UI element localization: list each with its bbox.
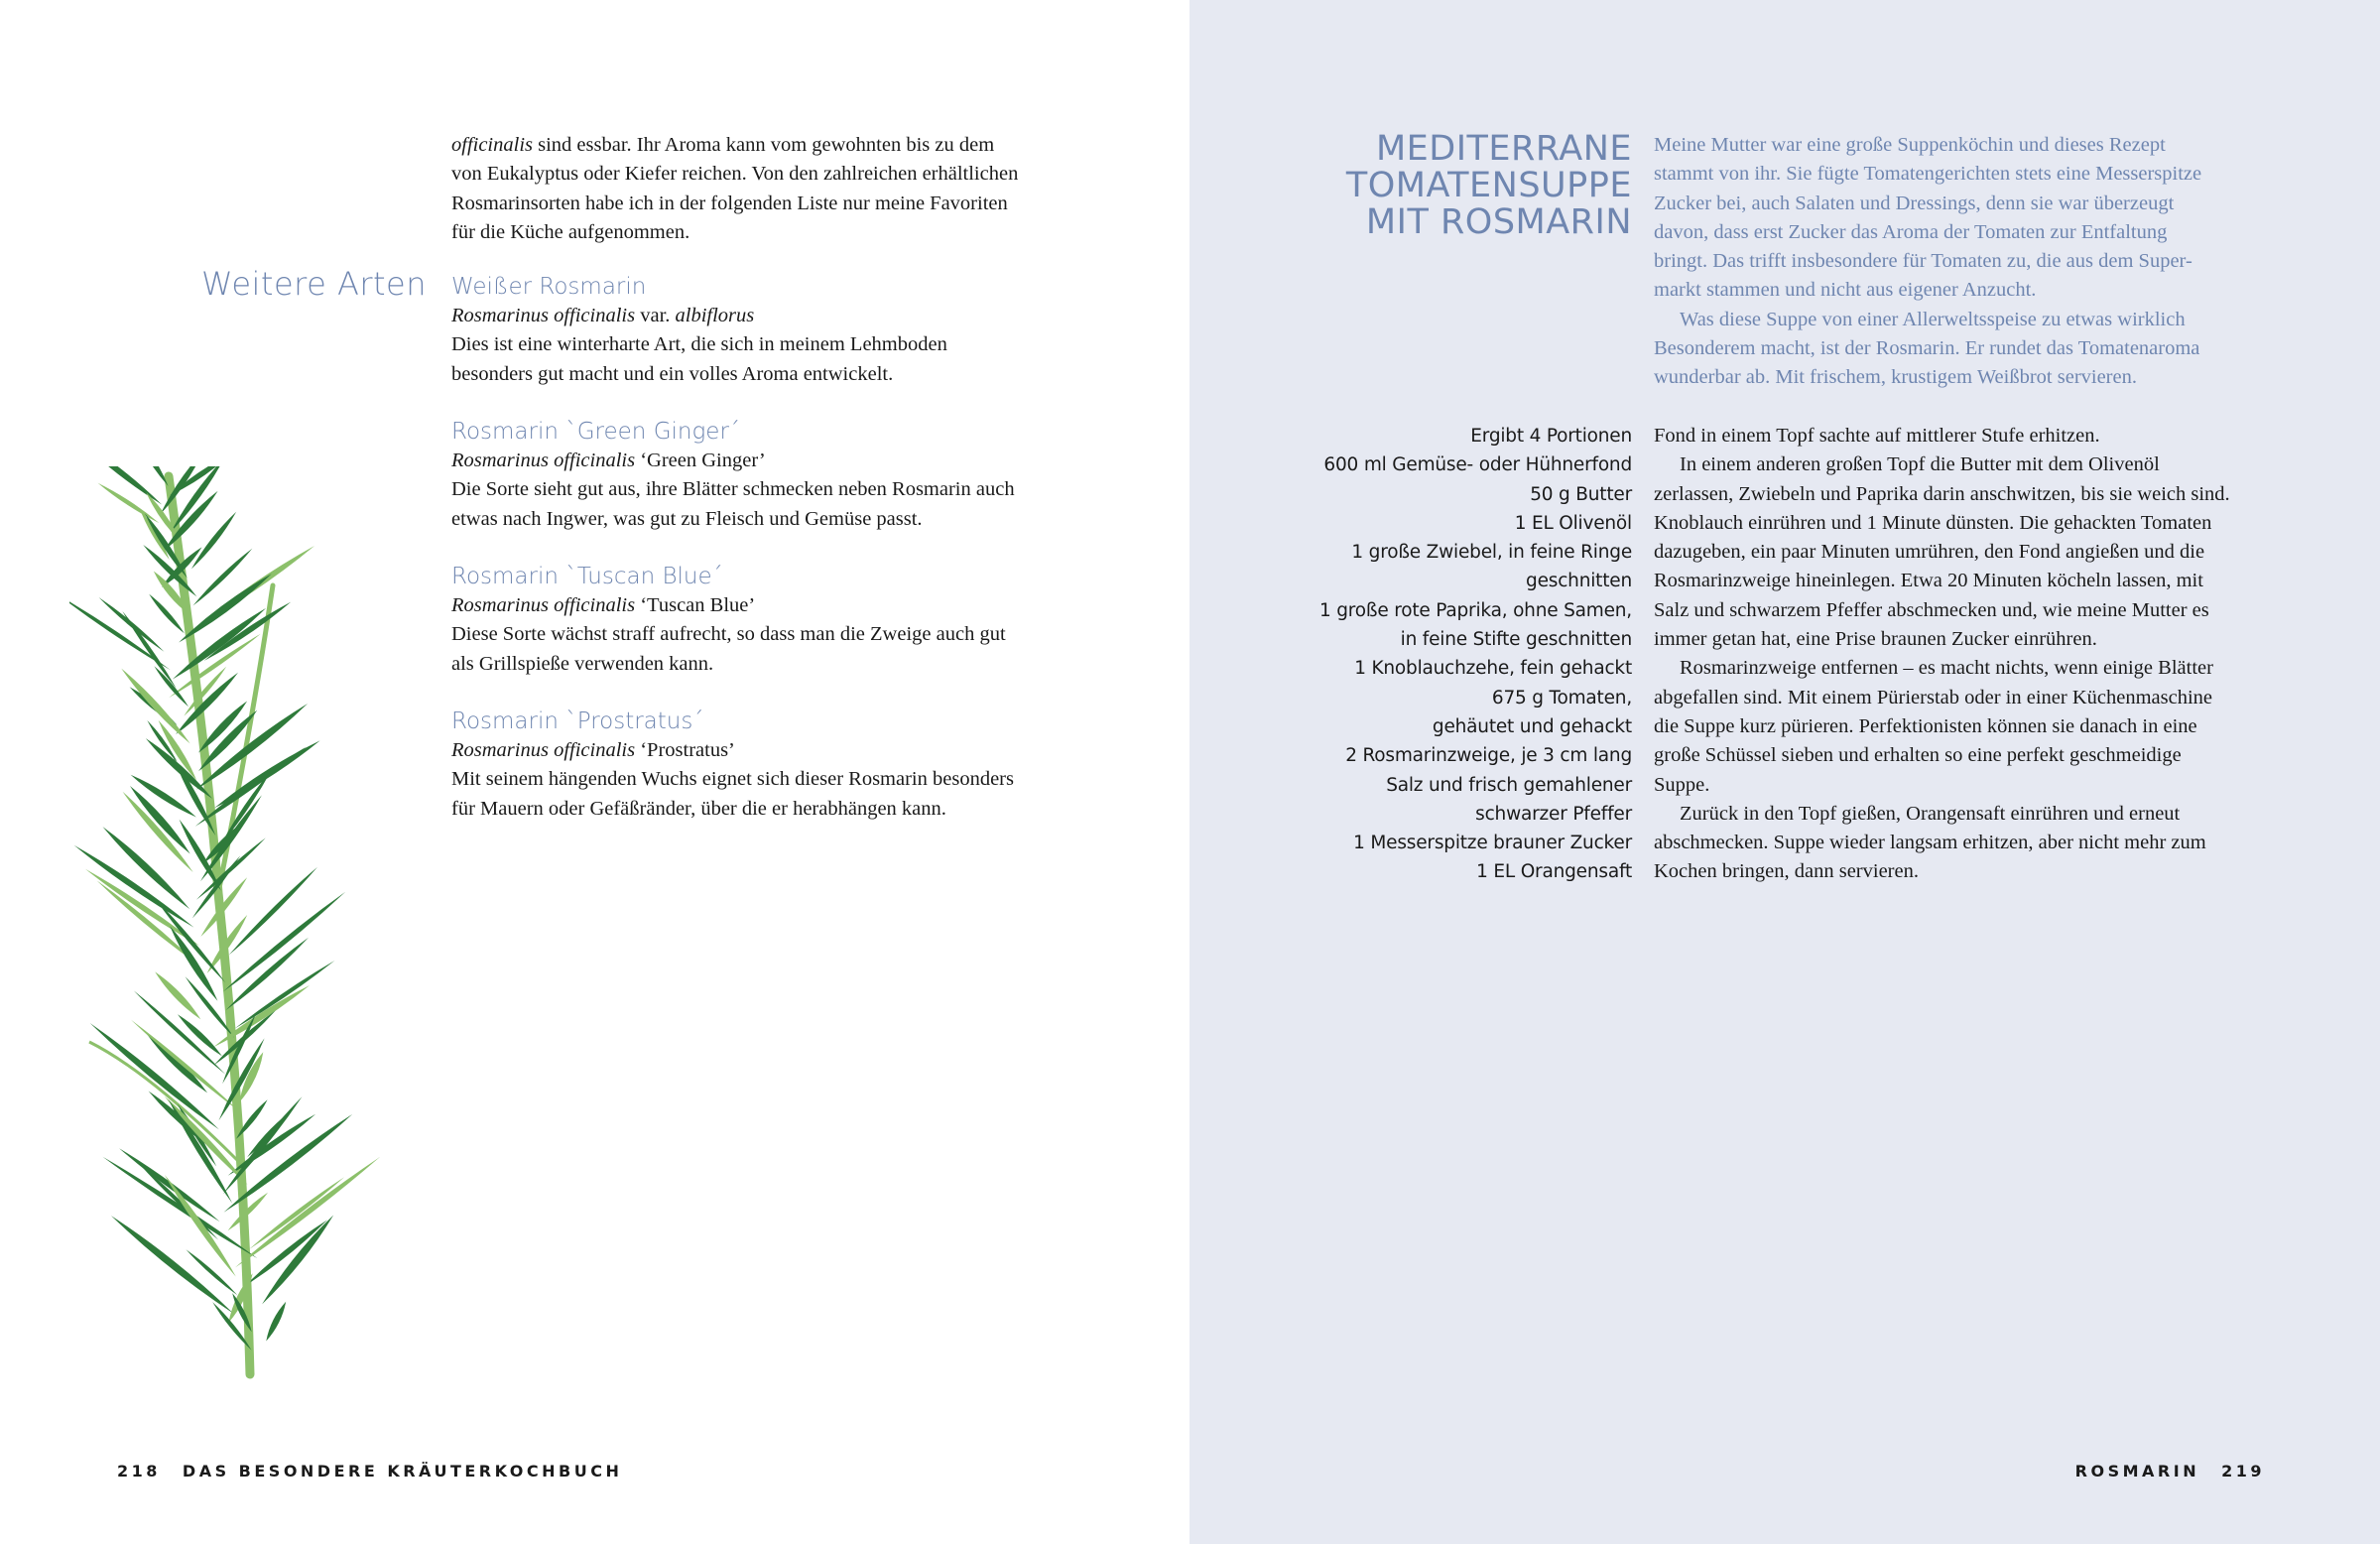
ingredient-line: in feine Stifte geschnitten: [1400, 629, 1632, 651]
servings-line: Ergibt 4 Portionen: [1470, 426, 1632, 447]
rosemary-leaf: [226, 938, 309, 1010]
intro-line-rest: sind essbar. Ihr Aroma kann vom gewohnten bis zu dem: [533, 134, 995, 156]
method-line: abschmecken. Suppe wieder langsam erhitzen, aber nicht mehr zum: [1654, 832, 2206, 854]
recipe-intro-line: wunderbar ab. Mit frischem, krustigem Weißbrot servieren.: [1654, 366, 2137, 389]
method-line: Zurück in den Topf gießen, Orangensaft einrühren und erneut: [1680, 802, 2181, 825]
ingredient-line: 675 g Tomaten,: [1491, 687, 1632, 708]
method-line: Knoblauch einrühren und 1 Minute dünsten. Die gehackten Tomaten: [1654, 511, 2212, 534]
latin-plain: ‘Prostratus’: [635, 739, 735, 761]
rosemary-leaf: [266, 1302, 286, 1342]
recipe-intro-line: Meine Mutter war eine große Suppenköchin und dieses Rezept: [1654, 134, 2166, 156]
variety-latin-name: [451, 447, 1066, 475]
method-line: Rosmarinzweige entfernen – es macht nichts, wenn einige Blätter: [1680, 657, 2213, 680]
recipe-title-line: MIT ROSMARIN: [1365, 202, 1632, 242]
rosemary-leaves: [69, 466, 380, 1374]
variety-name: Rosmarin `Green Ginger´: [451, 419, 741, 445]
rosemary-leaf: [187, 1249, 238, 1295]
recipe-method: [1654, 422, 2264, 887]
ingredient-line: 1 EL Olivenöl: [1514, 512, 1632, 534]
rosemary-leaf: [221, 770, 272, 845]
method-line: In einem anderen großen Topf die Butter mit dem Olivenöl: [1680, 453, 2160, 476]
method-line: Rosmarinzweige hineinlegen. Etwa 20 Minuten köcheln lassen, mit: [1654, 570, 2203, 592]
intro-line: [451, 131, 1066, 160]
variety-green-ginger: [451, 417, 1066, 534]
variety-tuscan-blue: [451, 562, 1066, 679]
method-line: Suppe.: [1654, 773, 1710, 796]
latin-plain: ‘Green Ginger’: [635, 450, 766, 471]
method-line: große Schüssel sieben und erhalten so eine perfekt geschmeidige: [1654, 744, 2182, 767]
recipe-title: [1310, 131, 1632, 241]
variety-latin-name: [451, 591, 1066, 620]
variety-description-line: Mit seinem hängenden Wuchs eignet sich dieser Rosmarin besonders: [451, 768, 1014, 791]
ingredient-line: 1 große rote Paprika, ohne Samen,: [1318, 599, 1632, 621]
ingredient-line: 1 Messerspitze brauner Zucker: [1353, 833, 1632, 854]
variety-description-line: Dies ist eine winterharte Art, die sich in meinem Lehmboden: [451, 333, 947, 356]
recipe-intro-line: bringt. Das trifft insbesondere für Tomaten zu, die aus dem Super-: [1654, 250, 2192, 273]
running-title: DAS BESONDERE KRÄUTERKOCHBUCH: [182, 1462, 623, 1480]
ingredient-line: gehäutet und gehackt: [1432, 715, 1632, 737]
ingredient-line: 2 Rosmarinzweige, je 3 cm lang: [1345, 745, 1632, 767]
recipe-intro: [1654, 131, 2249, 393]
page-number: 218: [117, 1462, 161, 1480]
rosemary-sprig-illustration: [69, 466, 417, 1379]
variety-weisser-rosmarin: [451, 272, 1066, 389]
rosemary-leaf: [155, 971, 200, 1019]
variety-prostratus: [451, 707, 1066, 824]
recipe-intro-line: markt stammen und nicht aus eigener Anzucht.: [1654, 279, 2037, 302]
footer-right: [2075, 1462, 2265, 1480]
ingredient-line: 1 Knoblauchzehe, fein gehackt: [1354, 658, 1632, 680]
variety-name: Rosmarin `Tuscan Blue´: [451, 564, 723, 589]
variety-latin-name: [451, 736, 1066, 765]
rosemary-leaf: [156, 899, 225, 982]
running-title: ROSMARIN: [2074, 1462, 2200, 1480]
variety-description-line: Die Sorte sieht gut aus, ihre Blätter schmecken neben Rosmarin auch: [451, 478, 1015, 501]
method-line: die Suppe kurz pürieren. Perfektionisten können sie danach in eine: [1654, 714, 2197, 737]
variety-latin-name: [451, 302, 1066, 330]
ingredient-list: [1290, 422, 1632, 887]
ingredient-line: Salz und frisch gemahlener: [1386, 774, 1632, 796]
latin-italic: Rosmarinus officinalis: [451, 305, 636, 326]
latin-tail: albiflorus: [675, 305, 755, 326]
recipe-intro-line: Zucker bei, auch Salaten und Dressings, denn sie war überzeugt: [1654, 192, 2175, 214]
variety-description-line: als Grillspieße verwenden kann.: [451, 652, 714, 675]
recipe-intro-line: davon, dass erst Zucker das Aroma der Tomaten zur Entfaltung: [1654, 220, 2168, 243]
method-line: zerlassen, Zwiebeln und Paprika darin anschwitzen, bis sie weich sind.: [1654, 482, 2230, 505]
ingredient-line: 50 g Butter: [1530, 483, 1632, 505]
latin-plain: ‘Tuscan Blue’: [635, 594, 756, 616]
intro-paragraph: [451, 131, 1066, 247]
rosemary-leaf: [179, 574, 272, 642]
method-line: Fond in einem Topf sachte auf mittlerer Stufe erhitzen.: [1654, 425, 2100, 447]
variety-description-line: besonders gut macht und ein volles Aroma entwickelt.: [451, 362, 894, 385]
recipe-title-line: MEDITERRANE: [1375, 129, 1632, 169]
method-line: Salz und schwarzem Pfeffer abschmecken und, wie meine Mutter es: [1654, 598, 2209, 621]
ingredient-line: 1 große Zwiebel, in feine Ringe: [1351, 542, 1632, 564]
ingredient-line: 600 ml Gemüse- oder Hühnerfond: [1323, 454, 1632, 476]
latin-italic: Rosmarinus officinalis: [451, 450, 636, 471]
variety-name: Weißer Rosmarin: [451, 274, 647, 300]
rosemary-leaf: [191, 512, 236, 570]
rosemary-leaf: [249, 1177, 344, 1249]
method-line: immer getan hat, eine Prise braunen Zucker einrühren.: [1654, 628, 2097, 651]
intro-line: Rosmarinsorten habe ich in der folgenden Liste nur meine Favoriten: [451, 192, 1008, 214]
ingredient-line: 1 EL Orangensaft: [1476, 861, 1632, 883]
method-line: dazugeben, ein paar Minuten umrühren, den Fond angießen und die: [1654, 541, 2205, 564]
latin-italic: Rosmarinus officinalis: [451, 739, 636, 761]
recipe-intro-line: Was diese Suppe von einer Allerweltsspeise zu etwas wirklich: [1680, 308, 2186, 330]
intro-line: für die Küche aufgenommen.: [451, 220, 690, 243]
latin-plain: var.: [635, 305, 676, 326]
page-number: 219: [2221, 1462, 2265, 1480]
intro-line: von Eukalyptus oder Kiefer reichen. Von den zahlreichen erhältlichen: [451, 163, 1019, 186]
method-line: Kochen bringen, dann servieren.: [1654, 860, 1919, 883]
rosemary-leaf: [262, 1216, 333, 1305]
variety-description-line: etwas nach Ingwer, was gut zu Fleisch und Gemüse passt.: [451, 507, 923, 530]
recipe-intro-line: stammt von ihr. Sie fügte Tomatengerichten stets eine Messerspitze: [1654, 163, 2202, 186]
method-line: abgefallen sind. Mit einem Pürierstab oder in einer Küchenmaschine: [1654, 686, 2212, 708]
intro-italic-word: officinalis: [451, 134, 533, 156]
rosemary-leaf: [138, 1163, 218, 1240]
ingredient-line: schwarzer Pfeffer: [1475, 803, 1632, 825]
variety-description-line: Diese Sorte wächst straff aufrecht, so dass man die Zweige auch gut: [451, 623, 1006, 646]
latin-italic: Rosmarinus officinalis: [451, 594, 636, 616]
variety-description-line: für Mauern oder Gefäßränder, über die er herabhängen kann.: [451, 797, 946, 820]
footer-left: [117, 1462, 622, 1480]
section-heading-weitere-arten: Weitere Arten: [201, 265, 427, 303]
recipe-intro-line: Besonderem macht, ist der Rosmarin. Er rundet das Tomatenaroma: [1654, 337, 2200, 360]
rosemary-leaf: [98, 483, 160, 523]
variety-name: Rosmarin `Prostratus´: [451, 708, 704, 734]
ingredient-line: geschnitten: [1526, 571, 1632, 592]
rosemary-leaf: [131, 1020, 239, 1111]
recipe-title-line: TOMATENSUPPE: [1345, 166, 1632, 205]
rosemary-stem: [89, 1042, 238, 1161]
